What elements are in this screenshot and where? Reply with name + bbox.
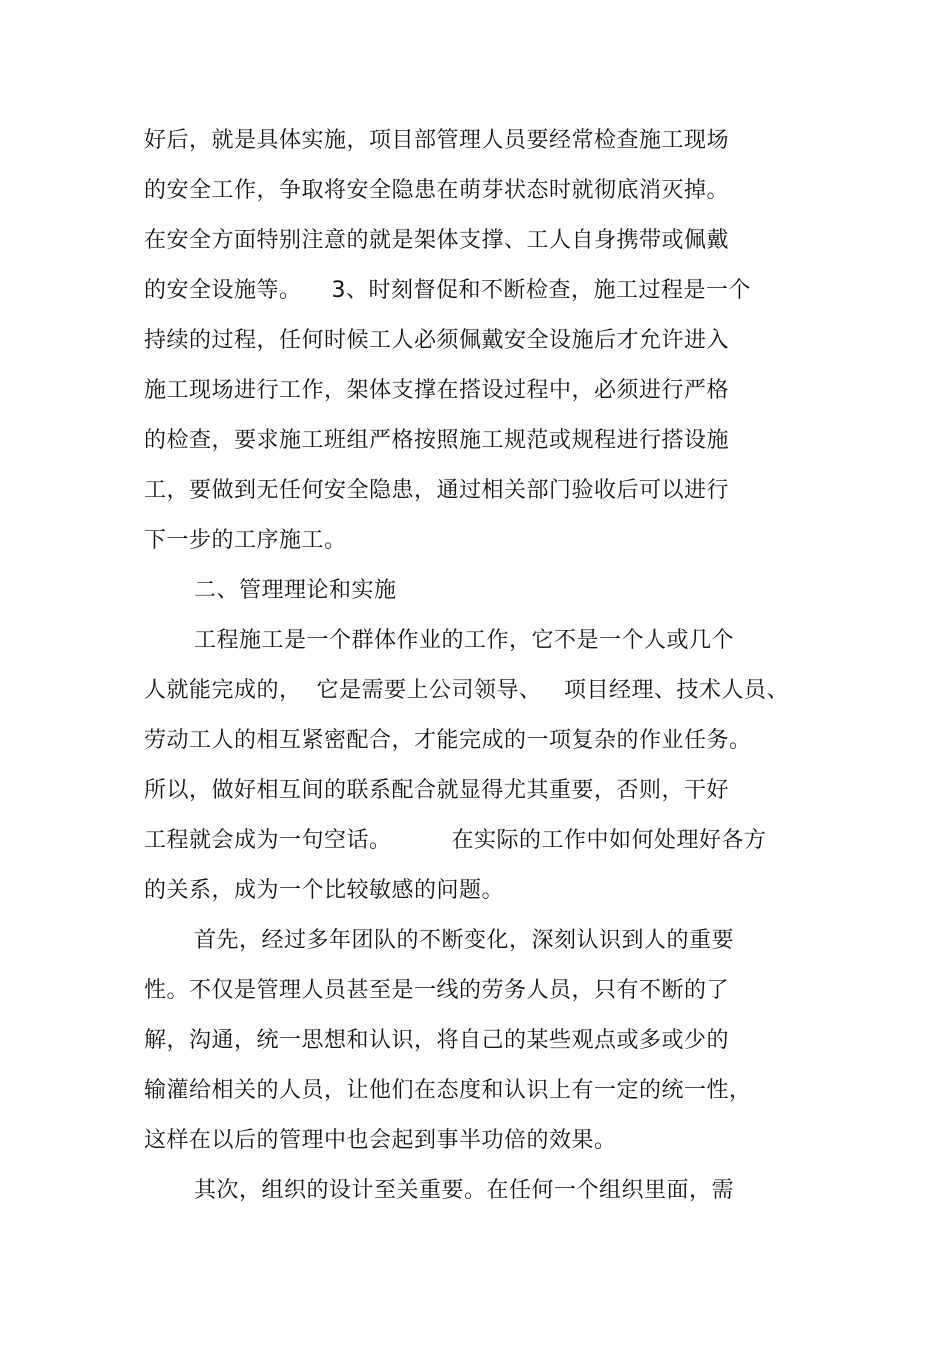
text-line: 下一步的工序施工。 xyxy=(144,528,347,553)
text-line: 的关系，成为一个比较敏感的问题。 xyxy=(144,878,505,903)
text-line: 性。不仅是管理人员甚至是一线的劳务人员，只有不断的了 xyxy=(144,978,730,1003)
text-line: 的安全工作，争取将安全隐患在萌芽状态时就彻底消灭掉。 xyxy=(144,178,730,203)
section-heading: 二、管理理论和实施 xyxy=(194,578,397,603)
text-line: 输灌给相关的人员，让他们在态度和认识上有一定的统一性， xyxy=(144,1078,752,1103)
text-line: 持续的过程，任何时候工人必须佩戴安全设施后才允许进入 xyxy=(144,328,730,353)
text-line: 这样在以后的管理中也会起到事半功倍的效果。 xyxy=(144,1128,617,1153)
text-line: 的安全设施等。 3、时刻督促和不断检查，施工过程是一个 xyxy=(144,278,751,303)
text-line: 好后，就是具体实施，项目部管理人员要经常检查施工现场 xyxy=(144,128,730,153)
text-line: 解，沟通，统一思想和认识，将自己的某些观点或多或少的 xyxy=(144,1028,730,1053)
text-line: 的检查，要求施工班组严格按照施工规范或规程进行搭设施 xyxy=(144,428,730,453)
text-line: 施工现场进行工作，架体支撑在搭设过程中，必须进行严格 xyxy=(144,378,730,403)
text-line: 工程就会成为一句空话。 在实际的工作中如何处理好各方 xyxy=(144,828,767,853)
text-line: 在安全方面特别注意的就是架体支撑、工人自身携带或佩戴 xyxy=(144,228,730,253)
text-line: 人就能完成的， 它是需要上公司领导、 项目经理、技术人员、 xyxy=(144,678,789,703)
text-line: 首先，经过多年团队的不断变化，深刻认识到人的重要 xyxy=(194,928,735,953)
text-line: 其次，组织的设计至关重要。在任何一个组织里面，需 xyxy=(194,1178,735,1203)
text-line: 所以，做好相互间的联系配合就显得尤其重要，否则，干好 xyxy=(144,778,730,803)
text-line: 工程施工是一个群体作业的工作，它不是一个人或几个 xyxy=(194,628,735,653)
text-line: 劳动工人的相互紧密配合，才能完成的一项复杂的作业任务。 xyxy=(144,728,752,753)
text-line: 工，要做到无任何安全隐患，通过相关部门验收后可以进行 xyxy=(144,478,730,503)
